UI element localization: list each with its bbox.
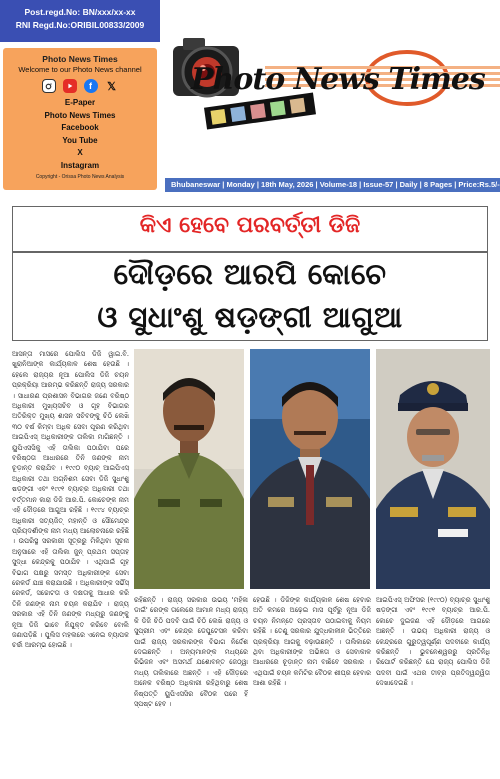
post-registration-number: Post.regd.No: BN/xxx/xx-xx xyxy=(24,7,136,17)
article-column-2: ରହିଛନ୍ତି । ରାଜ୍ୟ ସରକାର ଉଭୟ 'ମହିଳା ଡାଇଁ' ରେଙ୍କ ତାଲେରେ ଆମାନ ମଧ୍ୟ ରାଜ୍ୟ କି ଡିଜି ଚିଠି ପଦବି ପାଇଁ ଚିଠି ଲେଖି ରାଜ୍ୟ ଓ ସୁପ୍ରୀମ ଏବଂ କେନ୍ଦ୍ର ଡେପୁଟେସନ କରିବା ପାଇଁ ରାଜ୍ୟ ସରକାରଙ୍କ ବିଭାଗ ନିର୍ଦ୍ଦେଶ ଦେଇଛନ୍ତି । ଅନ୍ୟମାନଙ୍କ ମଧ୍ୟରେ ରିଭିଜନ ଏବଂ ଅସମର୍ଥ ଯଶୋବନ୍ତ ଜେଠ୍ୱା ମଧ୍ୟ ତାଲିକାରେ ଅଛନ୍ତି । ଏହି ଦୌଡ଼ରେ ଅନେକ ବରିଷ୍ଠ ଅଧିକାରୀ ରହିଥିବାରୁ ଶେଷ ନିଷ୍ପତ୍ତି ୟୁପିଏସସିର ବୈଠକ ପରେ ହିଁ ସ୍ପଷ୍ଟ ହେବ । xyxy=(134,596,248,709)
youtube-icon[interactable] xyxy=(63,79,77,93)
link-epaper[interactable]: E-Paper xyxy=(64,98,96,107)
instagram-icon[interactable] xyxy=(42,79,56,93)
photo-officer-3 xyxy=(376,349,490,589)
panel-title: Photo News Times xyxy=(42,54,118,64)
main-headline-line-2: ଓ ସୁଧାଂଶୁ ଷଡ଼ଙ୍ଗୀ ଆଗୁଆ xyxy=(97,300,403,334)
kicker-headline: କିଏ ହେବେ ପରବର୍ତ୍ତୀ ଡିଜି xyxy=(139,213,361,238)
photo-officer-1 xyxy=(134,349,244,589)
dateline-bar: Bhubaneswar | Monday | 18th May, 2026 | Volume-18 | Issue-57 | Daily | 8 Pages | Price:Rs.5/- xyxy=(165,178,500,192)
article-column-3: ହେଉଛି । ଡିଜିଙ୍କ କାର୍ଯ୍ୟକାଳ ଶେଷ ହେବାର ଅତି କମରେ ଅଢ଼େଇ ମାସ ପୂର୍ବରୁ ନୂଆ ଡିଜି ଚୟନ ନିମନ୍ତେ ପ୍ରସ୍ତାବ ପଠାଇବାକୁ ନିୟମ ରହିଛି । ତେଣୁ ସରକାର ଯୁଦ୍ଧକାଳୀନ ଭିତ୍ତିରେ ପ୍ରକ୍ରିୟା ଆଗକୁ ବଢ଼ାଉଛନ୍ତି । ତାଲିକାରେ ଥିବା ଅଧିକାରୀଙ୍କ ଅଭିଜ୍ଞତା ଓ ସେବାକାଳ ଆଧାରରେ ଚୂଡ଼ାନ୍ତ ନାମ ବାଛିବେ ସରକାର । ଏଥିପାଇଁ ଚୟନ କମିଟିର ବୈଠକ ଶୀଘ୍ର ହେବାର ଆଶା ରହିଛି । xyxy=(253,596,371,688)
facebook-icon[interactable]: f xyxy=(84,79,98,93)
headline-divider xyxy=(13,251,487,253)
rni-registration-number: RNI Regd.No:ORIBIL00833/2009 xyxy=(15,20,145,30)
logo-wordmark: Photo News Times xyxy=(191,62,485,97)
article-column-4: ଆଇପିଏସ୍ ଅଫିସର (୧୯୯୦) ବ୍ୟାଚ୍ର ସୁଧାଂଶୁ ଷଡ଼ଙ୍ଗୀ ଏବଂ ୧୯୯୧ ବ୍ୟାଚ୍ର ଆର.ପି. କୋଚେ ଦୁଇଜଣ ଏହି ଦୌଡ଼ରେ ଆଗରେ ଅଛନ୍ତି । ଉଭୟ ଅଧିକାରୀ ରାଜ୍ୟ ଓ କେନ୍ଦ୍ରରେ ଗୁରୁତ୍ୱପୂର୍ଣ୍ଣ ପଦବୀରେ କାର୍ଯ୍ୟ କରିଛନ୍ତି । ଭୁବନେଶ୍ୱରରୁ ପ୍ରତିନିଧି ରିପୋର୍ଟ କରିଛନ୍ତି ଯେ ରାଜ୍ୟ ପୋଲିସ ଡିଜି ପଦବୀ ପାଇଁ ଏଥର ତୀବ୍ର ପ୍ରତିଦ୍ୱନ୍ଦ୍ୱିତା ଦେଖାଦେଇଛି । xyxy=(376,596,490,688)
social-link-list xyxy=(3,97,157,172)
x-icon[interactable]: 𝕏 xyxy=(107,80,116,93)
article-column-1: ଆସନ୍ତା ମାସରେ ପୋଲିସ ଡିଜି ୱାଇ.ବି. ଖୁରାନିଆଙ୍କ କାର୍ଯ୍ୟକାଳ ଶେଷ ହେଉଛି । ହେଲେ ରାଜ୍ୟର ନୂଆ ପୋଲିସ ଡିଜି ଚୟନ ପ୍ରକ୍ରିୟା ଆରମ୍ଭ କରିଛନ୍ତି ରାଜ୍ୟ ସରକାର । ସାଧାରଣ ପ୍ରଶାସନ ବିଭାଗର ଜଣେ ବରିଷ୍ଠ ଅଧିକାରୀ ମୁଖ୍ୟସଚିବ ଓ ଗୃହ ବିଭାଗର ଅତିରିକ୍ତ ମୁଖ୍ୟ ଶାସନ ସଚିବଙ୍କୁ ଚିଠି ଲେଖି ୩୦ ବର୍ଷ କିମ୍ବା ଅଧିକ ସେବା ପୂରଣ କରିଥିବା ଆଇପିଏସ୍ ଅଧିକାରୀଙ୍କ ତାଲିକା ମାଗିଛନ୍ତି । ୟୁପିଏସସିକୁ ଏହି ତାଲିକା ପଠାଯିବା ପରେ ବରିଷ୍ଠତା ଆଧାରରେ ତିନି ଜଣଙ୍କ ନାମ ଚୂଡ଼ାନ୍ତ କରାଯିବ । ୧୯୯୦ ବ୍ୟାଚ୍ ଆଇପିଏସ୍ ଅଧିକାରୀ ତଥା ଅଗ୍ନିଶମ ସେବା ଡିଜି ସୁଧାଂଶୁ ଷଡ଼ଙ୍ଗୀ ଏବଂ ୧୯୯୧ ବ୍ୟାଚ୍ର ଅଧିକାରୀ ତଥା ବର୍ତ୍ତମାନ କାରା ଡିଜି ଆର.ପି. କୋଚେଙ୍କ ନାମ ଏହି ଦୌଡ଼ରେ ଆଗୁଆ ରହିଛି । ୧୯୯୪ ବ୍ୟାଚ୍ର ଅଧିକାରୀ ସତ୍ୟଜିତ୍ ମହାନ୍ତି ଓ ସୌମେନ୍ଦ୍ର ପ୍ରିୟଦର୍ଶୀଙ୍କ ନାମ ମଧ୍ୟ ଆଲୋଚନାରେ ରହିଛି । ଉପରିସ୍ଥ ସରକାରୀ ସୂତ୍ରରୁ ମିଳିଥିବା ସୂଚନା ଅନୁସାରେ ଏହି ତାଲିକା ଜୁନ୍ ପ୍ରଥମ ସପ୍ତାହ ସୁଦ୍ଧା କେନ୍ଦ୍ରକୁ ପଠାଯିବ । ଏଥିପାଇଁ ଗୃହ ବିଭାଗ ପକ୍ଷରୁ ସମସ୍ତ ଅଧିକାରୀଙ୍କ ସେବା ରେକର୍ଡ ଯାଞ୍ଚ କରାଯାଉଛି । ଅଧିକାରୀଙ୍କ ସର୍ଭିସ୍ ରେକର୍ଡ, ସଚ୍ଚୋଟତା ଓ ଦକ୍ଷତାକୁ ଆଧାର କରି ତିନି ଜଣଙ୍କ ନାମ ଚୟନ କରାଯିବ । ରାଜ୍ୟ ସରକାର ଏହି ତିନି ଜଣଙ୍କ ମଧ୍ୟରୁ ଜଣଙ୍କୁ ନୂଆ ଡିଜି ଭାବେ ନିଯୁକ୍ତ କରିବେ ବୋଲି ଜଣାପଡ଼ିଛି । ପୁଲିସ ମହଲରେ ଏନେଇ ବ୍ୟାପକ ଚର୍ଚ୍ଚା ଆରମ୍ଭ ହୋଇଛି । xyxy=(12,350,129,650)
link-youtube[interactable]: You Tube xyxy=(62,135,98,145)
link-facebook[interactable]: Facebook xyxy=(61,123,99,132)
copyright-notice: Copyright - Orissa Photo News Analysis xyxy=(35,174,125,180)
headline-box xyxy=(12,206,488,341)
registration-banner xyxy=(0,0,160,42)
panel-welcome: Welcome to our Photo News channel xyxy=(18,65,142,74)
photo-officer-2 xyxy=(250,349,370,589)
masthead-left-panel xyxy=(0,0,160,194)
link-x[interactable]: X xyxy=(77,148,83,157)
social-links-box xyxy=(3,48,157,190)
link-photo-news-times[interactable]: Photo News Times xyxy=(44,110,116,120)
main-headline-line-1: ଦୌଡ଼ରେ ଆରପି କୋଚେ xyxy=(113,257,387,291)
masthead xyxy=(0,0,500,194)
newspaper-logo xyxy=(165,8,500,168)
social-icon-row xyxy=(3,79,157,93)
link-instagram[interactable]: Instagram xyxy=(60,160,100,170)
